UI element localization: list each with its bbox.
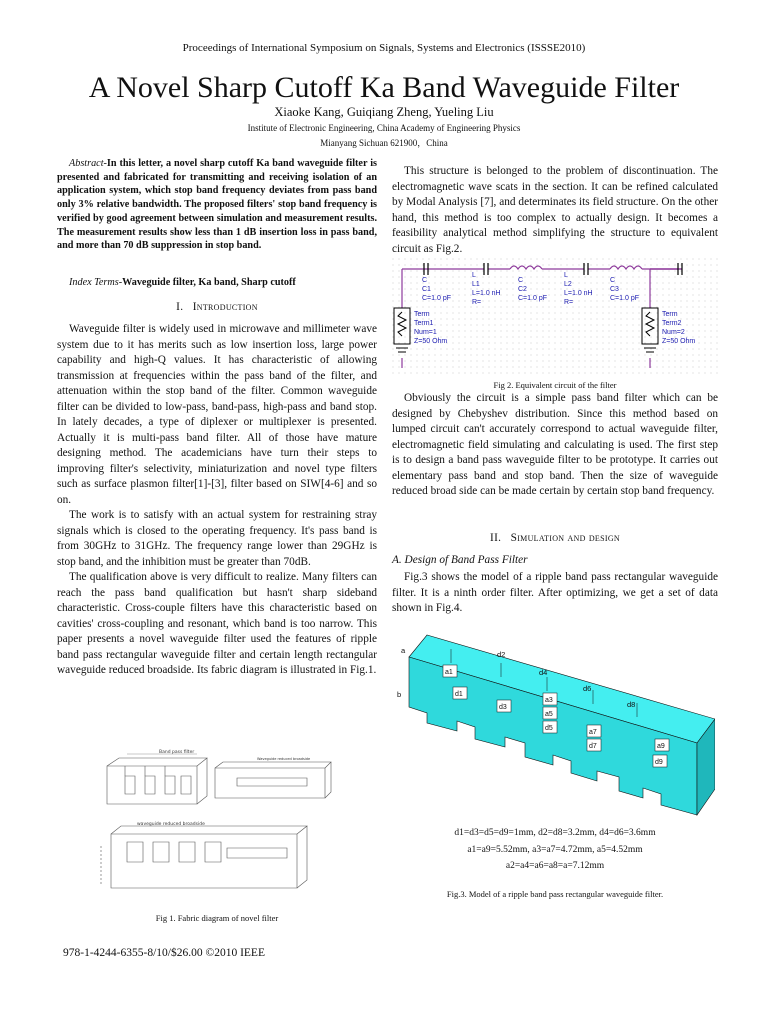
l1-name: L1 (472, 281, 480, 288)
label-a: a (401, 646, 406, 655)
abstract-text: In this letter, a novel sharp cutoff Ka band waveguide filter is presented and fabricated for transmitting and receiving isolation of an application system, which stop band frequency deviates from pass band only 3% relative bandwidth. The proposed filters' stop band frequency is verified by good agreement between simulation and measurement results. The measurement results show less than 1 dB insertion loss in pass band, and more than 70 dB suppression in stop band. (57, 158, 377, 252)
label-d9: d9 (655, 759, 663, 766)
paper-title: A Novel Sharp Cutoff Ka Band Waveguide Filter (88, 71, 680, 104)
abstract-lead: Abstract- (69, 158, 107, 169)
figure-2-caption: Fig 2. Equivalent circuit of the filter (493, 380, 617, 390)
term2-name: Term2 (662, 320, 682, 327)
index-terms (57, 277, 377, 288)
paragraph: Fig.3 shows the model of a ripple band pass rectangular waveguide filter. It is a ninth order filter. After optimizing, we get a set of data shown in Fig.4. (392, 571, 718, 614)
c3-head: C (610, 277, 616, 284)
label-a1: a1 (445, 669, 453, 676)
l1-value: L=1.0 nH (472, 290, 501, 297)
copyright-footer: 978-1-4244-6355-8/10/$26.00 ©2010 IEEE (63, 947, 265, 959)
term1-head: Term (414, 311, 430, 318)
paragraph: The work is to satisfy with an actual system for restraining stray signals which is closed to the operating frequency. It's pass band is from 30GHz to 31GHz. The frequency range lower than 29GHz is stop band, and the inhibition must be greater than 70dB. (57, 509, 377, 568)
index-terms-lead: Index Terms- (69, 277, 123, 288)
l1-extra: R= (472, 299, 482, 306)
l2-head: L (564, 272, 568, 279)
fig1-label-bandpass: Band pass filter (159, 750, 195, 755)
label-d5: d5 (545, 725, 553, 732)
proceedings-header: Proceedings of International Symposium on Signals, Systems and Electronics (ISSSE2010) (182, 42, 586, 54)
paragraph: This structure is belonged to the problem of discontinuation. The electromagnetic wave scats in the section. It can be refined calculated by Modal Analysis [7], and determinates its field structure. On the other hand, this method is too complex to actually design. It becomes a feasibility analytical method simplifying the structure to equivalent circuit as Fig.2. (392, 165, 718, 255)
label-d8: d8 (627, 700, 636, 709)
dimensions-line-2: a1=a9=5.52mm, a3=a7=4.72mm, a5=4.52mm (467, 845, 643, 855)
paragraph: The qualification above is very difficult to realize. Many filters can reach the pass band qualification but hasn't sharp sideband characteristic. Cross-couple filters have this characteristic based on cavities' cross-coupling and resonant, which band is too narrow. This paper presents a novel waveguide filter used the features of ripple band pass rectangular waveguide filter and certain length rectangular waveguide reduced broadside. Its fabric diagram is illustrated in Fig.1. (57, 571, 377, 676)
c2-name: C2 (518, 286, 527, 293)
figure-1-caption: Fig 1. Fabric diagram of novel filter (155, 913, 279, 923)
figure-3-caption: Fig.3. Model of a ripple band pass rectangular waveguide filter. (446, 889, 664, 899)
section-title: Simulation and design (510, 532, 620, 544)
l1-head: L (472, 272, 476, 279)
term1-num: Num=1 (414, 329, 437, 336)
section-number: I. (176, 301, 184, 313)
label-a5: a5 (545, 711, 553, 718)
affiliation-line-2: Mianyang Sichuan 621900，China (320, 138, 448, 148)
term2-head: Term (662, 311, 678, 318)
dimensions-line-3: a2=a4=a6=a8=a=7.12mm (505, 861, 605, 871)
c2-head: C (518, 277, 524, 284)
discontinuation-text (392, 164, 718, 257)
index-terms-text: Waveguide filter, Ka band, Sharp cutoff (122, 277, 296, 288)
c2-value: C=1.0 pF (518, 295, 547, 302)
fig1-label-reduced-top: Waveguide reduced broadside (257, 757, 311, 761)
label-d4: d4 (539, 668, 548, 677)
label-a9: a9 (657, 743, 665, 750)
c1-name: C1 (422, 286, 431, 293)
subsection-heading-a: A. Design of Band Pass Filter (392, 554, 528, 566)
abstract (57, 157, 377, 253)
term2-z: Z=50 Ohm (662, 338, 696, 345)
c3-name: C3 (610, 286, 619, 293)
l2-value: L=1.0 nH (564, 290, 593, 297)
equivalent-circuit-figure (392, 258, 718, 375)
l2-name: L2 (564, 281, 572, 288)
fig3-intro-text (392, 570, 718, 617)
affiliation-line-1: Institute of Electronic Engineering, China Academy of Engineering Physics (247, 123, 521, 133)
dimensions-line-1: d1=d3=d5=d9=1mm, d2=d8=3.2mm, d4=d6=3.6mm (454, 828, 656, 838)
introduction-body (57, 322, 377, 679)
c3-value: C=1.0 pF (610, 295, 639, 302)
fig1-label-reduced: waveguide reduced broadside (137, 822, 205, 827)
chebyshev-text (392, 391, 718, 500)
term1-name: Term1 (414, 320, 434, 327)
label-b: b (397, 690, 402, 699)
label-d1: d1 (455, 691, 463, 698)
c1-head: C (422, 277, 428, 284)
section-title: Introduction (192, 301, 258, 313)
label-d2: d2 (497, 650, 506, 659)
term1-z: Z=50 Ohm (414, 338, 448, 345)
c1-value: C=1.0 pF (422, 295, 451, 302)
waveguide-model-figure (397, 627, 715, 819)
term2-num: Num=2 (662, 329, 685, 336)
section-heading-simulation (392, 532, 718, 544)
section-number: II. (490, 532, 502, 544)
label-d7: d7 (589, 743, 597, 750)
fabric-diagram-figure (97, 748, 337, 906)
label-a3: a3 (545, 697, 553, 704)
paragraph: Waveguide filter is widely used in microwave and millimeter wave system due to it has merits such as low insertion loss, large power capability and high-Q values. It has characteristic of allowing transmission at frequencies within the pass band of the filter, and attenuation within the stop band of the filter. Common waveguide filter can be divided to low-pass, band-pass, high-pass and band stop. In lately decades, a type of diplexer or multiplexer is presented. Actually it is multi-pass band filter. All of those have mature designing method. The academicians have turn their steps to improving filter's selectivity, miniaturization and novel type filters such as surface plasmon filter[1]-[3], filter based on SIW[4-6] and so on. (57, 323, 377, 506)
label-d3: d3 (499, 704, 507, 711)
authors: Xiaoke Kang, Guiqiang Zheng, Yueling Liu (274, 105, 494, 119)
paragraph: Obviously the circuit is a simple pass band filter which can be designed by Chebyshev distribution. Since this method based on lumped circuit can't accurately correspond to actual waveguide filter, electromagnetic field simulating and calculating is used. The first step is to design a band pass waveguide filter to be prototype. It carries out elementary pass band and stop band. Then the size of waveguide reduced broad side can be made certain by certain stop band frequency. (392, 392, 718, 497)
l2-extra: R= (564, 299, 574, 306)
section-heading-introduction (57, 301, 377, 313)
label-a7: a7 (589, 729, 597, 736)
label-d6: d6 (583, 684, 592, 693)
